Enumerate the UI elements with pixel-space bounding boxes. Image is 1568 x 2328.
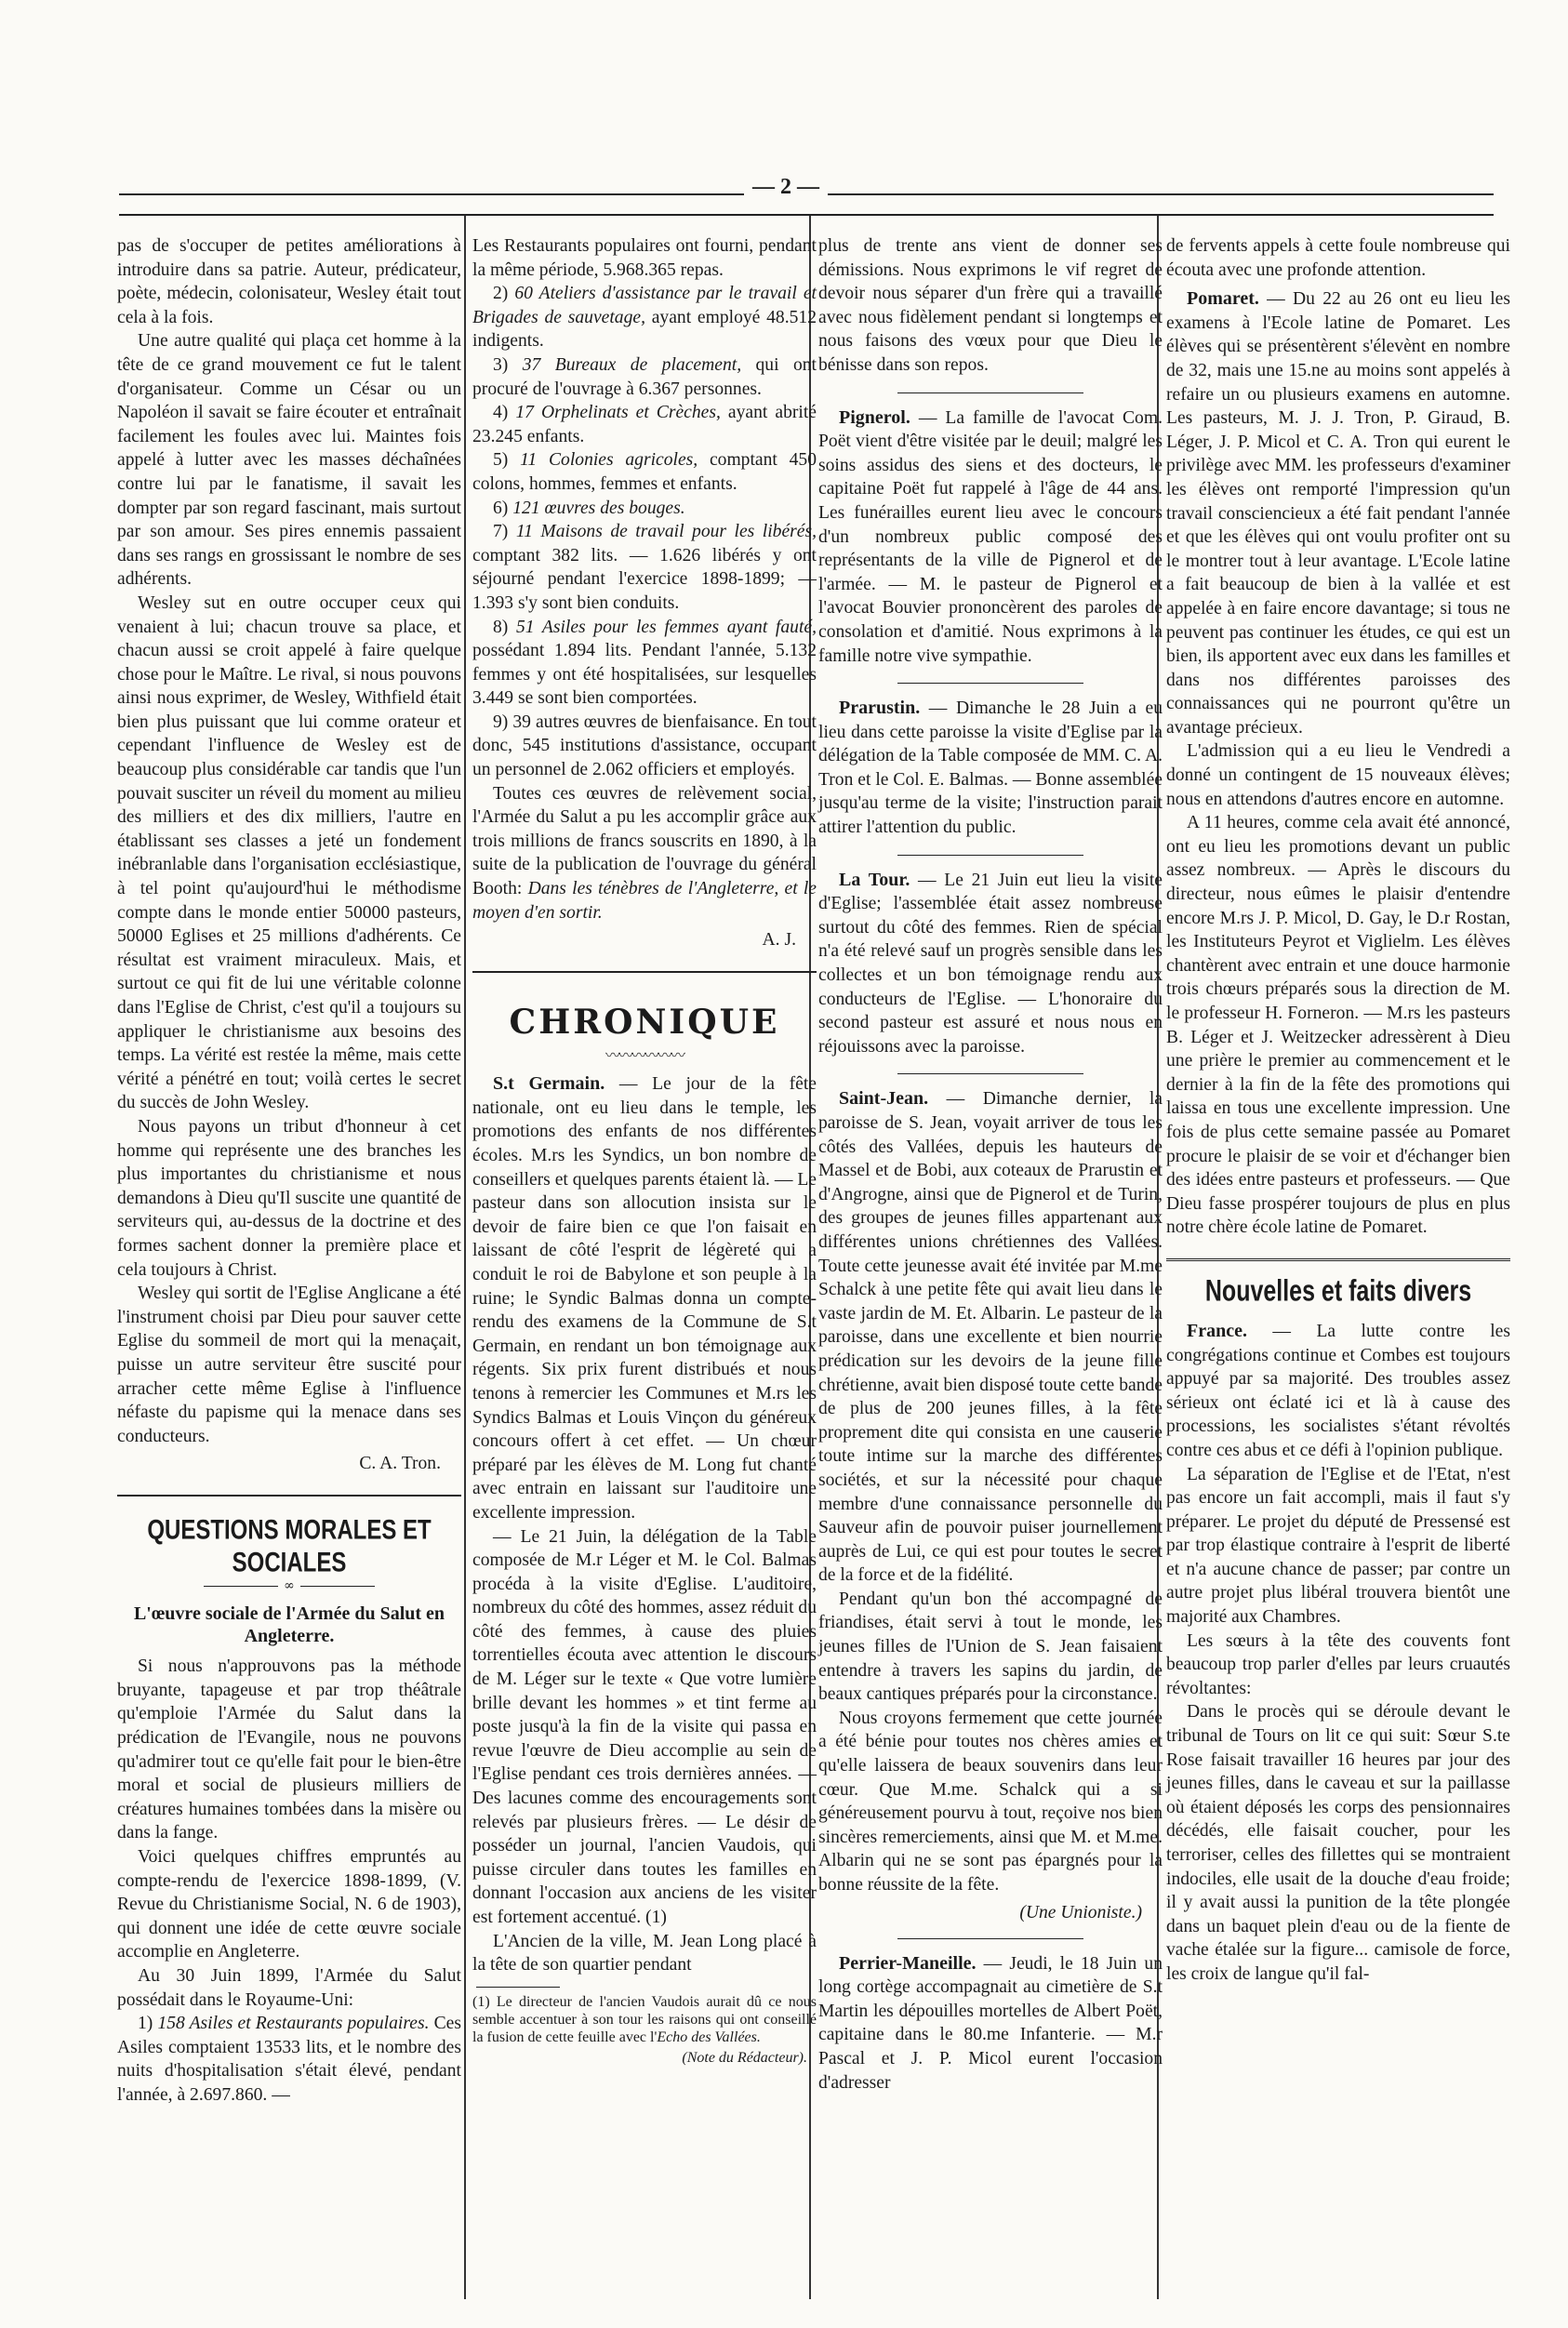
paragraph: Voici quelques chiffres empruntés au compte-rendu de l'exercice 1898-1899, (V. Revue du Christianisme Social, N. 6 de 1903), qui donnent une idée de cette œuvre sociale accomplie en Angleterre. — [117, 1847, 461, 1962]
paragraph: Pendant qu'un bon thé accompagné de friandises, était servi à tout le monde, les jeunes filles de l'Union de S. Jean faisaient entendre à travers les sapins du jardin, de beaux cantiques préparés pour la circonstance. — [818, 1589, 1163, 1705]
paragraph: Toutes ces œuvres de relèvement social, l'Armée du Salut a pu les accomplir grâce aux trois millions de francs souscrits en 1890, à la suite de la publication de l'ouvrage du général Booth: Dans les ténèbres de l'Angleterre, et le moyen d'en sortir. — [472, 783, 817, 923]
paragraph: Au 30 Juin 1899, l'Armée du Salut possédait dans le Royaume-Uni: — [117, 1966, 461, 2010]
paragraph: Une autre qualité qui plaça cet homme à la tête de ce grand mouvement ce fut le talent d'organisateur. Comme un César ou un Napoléon il savait se faire écouter et entraînait facilement les foules avec lui. Maintes fois appelé à lutter avec les masses déchaînées contre lui par le fanatisme, il savait les dompter par son regard fascinant, mais surtout par son amour. Ses pires ennemis passaient dans ses rangs en grossissant le nombre de ses adhérents. — [117, 331, 461, 590]
paragraph: A 11 heures, comme cela avait été annoncé, ont eu lieu les promotions devant un public assez nombreux. — Après le discours du directeur, nous eûmes le plaisir d'entendre encore M.rs J. P. Micol, D. Gay, le D.r Rostan, les Instituteurs Peyrot et Viglielm. Les élèves chantèrent avec entrain et une douce harmonie trois chœurs préparés sous la direction de M. le professeur H. Forneron. — M.rs les pasteurs B. Léger et J. Weitzecker adressèrent à Dieu une prière le premier au commencement et le dernier à la fin de la fête des promotions qui laissa en tous une excellente impression. Une fois de plus cette semaine passée au Pomaret procure le plaisir de se voir et d'échanger bien des idées entre pasteurs et professeurs. — Que Dieu fasse prospérer toujours de plus en plus notre chère école latine de Pomaret. — [1166, 813, 1510, 1238]
header-rule-lower — [119, 214, 1494, 216]
list-item: 9) 39 autres œuvres de bienfaisance. En tout donc, 545 institutions d'assistance, occupant un personnel de 2.062 officiers et employés. — [472, 712, 817, 780]
list-item: 3) 37 Bureaux de placement, qui ont procuré de l'ouvrage à 6.367 personnes. — [472, 354, 817, 399]
list-item: 2) 60 Ateliers d'assistance par le travail et Brigades de sauvetage, ayant employé 48.512 indigents. — [472, 284, 817, 352]
column-1 — [117, 234, 461, 2108]
paragraph: plus de trente ans vient de donner ses démissions. Nous exprimons le vif regret de devoir nous séparer d'un frère qui a travaillé avec nous fidèlement pendant si longtemps et nous faisons des vœux pour que Dieu le bénisse dans son repos. — [818, 236, 1163, 375]
paragraph: Nous croyons fermement que cette journée a été bénie pour toutes nos chères amies et qu'elle laissera de beaux souvenirs dans leur cœur. Que M.me. Schalck qui a si généreusement pourvu à tout, reçoive nos bien sincères remerciements, ainsi que M. et M.me. Albarin qui ne se sont pas épargnés pour la bonne réussite de la fête. — [818, 1708, 1163, 1895]
section-heading-chronique: CHRONIQUE — [509, 1003, 780, 1043]
column-2 — [472, 234, 817, 2067]
article-title: L'œuvre sociale de l'Armée du Salut en Angleterre. — [133, 1603, 445, 1647]
paragraph: L'Ancien de la ville, M. Jean Long placé à la tête de son quartier pendant — [472, 1931, 817, 1975]
paragraph: Saint-Jean. — Dimanche dernier, la paroisse de S. Jean, voyait arriver de tous les côtés des Vallées, depuis les hauteurs de Massel et de Bobi, aux coteaux de Prarustin et d'Angrogne, ainsi que de Pignerol et de Turin, des groupes de jeunes filles appartenant aux différentes unions chrétiennes des Vallées. Toute cette jeunesse avait été invitée par M.me Schalck à une petite fête qui avait lieu dans le vaste jardin de M. Et. Albarin. Le pasteur de la paroisse, dans une excellente et bien nourrie prédication sur les devoirs de la jeune fille chrétienne, avait bien disposé toute cette bande de plus de 200 jeunes filles, à la fête proprement dite qui consista en une causerie toute intime sur la marche des différentes sociétés, et sur la nécessité pour chaque membre d'une connaissance personnelle du Sauveur afin de pouvoir puiser journellement auprès de Lui, ce qui est pour toutes le secret de la force et de la fidélité. — [818, 1088, 1163, 1586]
list-item: 8) 51 Asiles pour les femmes ayant fauté, possédant 1.894 lits. Pendant l'année, 5.132 femmes y ont été hospitalisées, sur lesquelles 3.449 se sont bien comportées. — [472, 617, 817, 709]
paragraph: Nous payons un tribut d'honneur à cet homme qui représente une des branches les plus importantes du christianisme et nous demandons à Dieu qu'Il suscite une quantité de serviteurs qui, au-dessus de la doctrine et des formes sachent donner la première place et cela toujours à Christ. — [117, 1116, 461, 1280]
paragraph: S.t Germain. — Le jour de la fête nationale, ont eu lieu dans le temple, les promotions des enfants de nos différentes écoles. M.rs les Syndics, un bon nombre de conseillers et quelques parents étaient là. — Le pasteur dans son allocution insista sur le devoir de faire bien ce que l'on faisait en laissant de côté l'esprit de légèreté qui a conduit le roi de Babylone et son peuple à la ruine; le Syndic Balmas donna un compte-rendu des examens de la Commune de S.t Germain, en rendant un bon témoignage aux régents. Six prix furent distribués et nous tenons à remercier les Communes et M.rs les Syndics Balmas et Louis Vinçon du généreux concours offert à cet effet. — Un chœur préparé par les élèves de M. Long fut chanté avec entrain en laissant sur l'auditoire une excellente impression. — [472, 1073, 817, 1523]
list-item: 7) 11 Maisons de travail pour les libérés, comptant 382 lits. — 1.626 libérés y ont séjourné pendant l'exercice 1898-1899; — 1.393 s'y sont bien conduits. — [472, 522, 817, 613]
section-heading: QUESTIONS MORALES ET SOCIALES — [147, 1514, 432, 1579]
footnote-signature: (Note du Rédacteur). — [682, 2049, 807, 2066]
paragraph: pas de s'occuper de petites améliorations à introduire dans sa patrie. Auteur, prédicateur, poète, médecin, colonisateur, Wesley était tout cela à la fois. — [117, 236, 461, 327]
column-separator — [464, 216, 466, 2299]
article-rule — [897, 855, 1083, 856]
paragraph: Wesley sut en outre occuper ceux qui venaient à lui; chacun trouve sa place, et chacun aussi se croit appelé à faire quelque chose pour le Maître. Le rival, si nous pouvons ainsi nous exprimer, de Wesley, Withfield était bien plus puissant que lui comme orateur et cependant l'influence de Wesley est de beaucoup plus considérable car tandis que l'un pouvait susciter un réveil du moment au milieu des milliers et des dix milliers, l'autre en établissant ses classes a jeté un fondement inébranlable dans l'organisation ecclésiastique, à tel point qu'aujourd'hui le méthodisme compte dans le monde entier 50000 pasteurs, 50000 Eglises et 25 millions d'adhérents. Ce résultat est vraiment miraculeux. Mais, et surtout ce qui fit de lui une véritable colonne dans l'Eglise de Christ, c'est qu'il a toujours su appliquer le christianisme aux besoins des temps. La vérité est restée la même, mais cette vérité a pénétré en tout; voilà certes le secret du succès de John Wesley. — [117, 592, 461, 1113]
ornament: 〰〰〰〰〰〰 — [605, 1046, 684, 1065]
column-4 — [1166, 234, 1510, 1987]
paragraph: Pomaret. — Du 22 au 26 ont eu lieu les examens à l'Ecole latine de Pomaret. Les élèves qui se présentèrent s'élevènt en nombre de 32, mais une 15.ne au moins sont appelés à refaire un ou plusieurs examens en automne. Les pasteurs, M. J. J. Tron, P. Giraud, B. Léger, J. P. Micol et C. A. Tron qui eurent le privilège avec MM. les professeurs d'examiner les élèves ont remporté l'impression qu'un travail consciencieux a été fait pendant l'année et que les élèves qui ont voulu profiter ont su le montrer tout à leur avantage. L'Ecole latine a fait beaucoup de bien à la vallée et est appelée à en faire encore davantage; si tous ne peuvent pas continuer les études, ce qui est un bien, ils apportent avec eux dans les familles et dans nos différentes paroisses des connaissances qui ne pourront qu'être un avantage précieux. — [1166, 288, 1510, 738]
page-number: — 2 — — [744, 175, 828, 200]
paragraph: Les Restaurants populaires ont fourni, pendant la même période, 5.968.365 repas. — [472, 236, 817, 280]
paragraph: Perrier-Maneille. — Jeudi, le 18 Juin un long cortège accompagnait au cimetière de S.t Martin les dépouilles mortelles de Albert Poët, capitaine dans le 80.me Infanterie. — M.r Pascal et J. P. Micol eurent l'occasion d'adresser — [818, 1952, 1163, 2093]
footnote-rule — [476, 1987, 560, 1988]
footnote: (1) Le directeur de l'ancien Vaudois aurait dû ce nous semble accentuer à son tour les raisons qui ont conseillé la fusion de cette feuille avec l'Echo des Vallées. — [472, 1993, 817, 2045]
section-rule — [1166, 1258, 1510, 1261]
paragraph: Si nous n'approuvons pas la méthode bruyante, tapageuse et par trop théâtrale qu'emploie l'Armée du Salut dans la prédication de l'Evangile, nous ne pouvons qu'admirer tout ce qu'elle fait pour le bien-être moral et social de plusieurs milliers de créatures humaines tombées dans la misère ou dans la fange. — [117, 1656, 461, 1843]
signature: (Une Unioniste.) — [1019, 1902, 1142, 1922]
paragraph: Prarustin. — Dimanche le 28 Juin a eu lieu dans cette paroisse la visite d'Eglise par la délégation de la Table composée de MM. C. A. Tron et le Col. E. Balmas. — Bonne assemblée jusqu'au terme de la visite; l'instruction parait attirer l'attention du public. — [818, 698, 1163, 838]
ornament: ∞ — [117, 1578, 461, 1593]
paragraph: 1) 158 Asiles et Restaurants populaires. Ces Asiles comptaient 13533 lits, et le nombre des nuits d'hospitalisation s'était élevé, pendant l'année, à 2.697.860. — — [117, 2014, 461, 2105]
paragraph: — Le 21 Juin, la délégation de la Table composée de M.r Léger et M. le Col. Balmas procéda à la visite d'Eglise. L'auditoire, nombreux du côté des hommes, assez réduit du côté des femmes, à cause des pluies torrentielles écouta avec attention le discours de M. Léger sur le texte « Que votre lumière brille devant les hommes » et tint ferme au poste jusqu'à la fin de la visite qui passa en revue l'œuvre de Dieu accomplie au sein de l'Eglise pendant ces trois dernières années. — Des lacunes comme des encouragements sont relevés par plusieurs frères. — Le désir de posséder un journal, l'ancien Vaudois, qui puisse circuler dans toutes les familles en donnant l'occasion aux anciens de les visiter est fortement accentué. (1) — [472, 1526, 817, 1927]
section-rule — [472, 971, 817, 973]
article-rule — [897, 1938, 1083, 1939]
paragraph: Wesley qui sortit de l'Eglise Anglicane a été l'instrument choisi par Dieu pour sauver cette Eglise du sommeil de mort qui la menaçait, puisse un autre serviteur être suscité pour arracher cette même Eglise à l'influence néfaste du papisme qui la menace dans ses conducteurs. — [117, 1284, 461, 1446]
column-3 — [818, 234, 1163, 2095]
paragraph: L'admission qui a eu lieu le Vendredi a donné un contingent de 15 nouveaux élèves; nous en attendons d'autres encore en automne. — [1166, 741, 1510, 809]
paragraph: La séparation de l'Eglise et de l'Etat, n'est pas encore un fait accompli, mais il faut s'y préparer. Le projet du député de Pressensé est par trop élastique contraire à l'esprit de liberté et n'a aucune chance de passer; par contre un autre projet plus libéral trouvera bientôt une majorité aux Chambres. — [1166, 1464, 1510, 1628]
list-item: 6) 121 œuvres des bouges. — [493, 498, 685, 518]
section-rule — [117, 1495, 461, 1497]
list-item: 5) 11 Colonies agricoles, comptant 450 colons, hommes, femmes et enfants. — [472, 450, 817, 494]
paragraph: Dans le procès qui se déroule devant le tribunal de Tours on lit ce qui suit: Sœur S.te Rose faisait travailler 16 heures par jour des jeunes filles, dans le caveau et sur la paillasse où étaient déposés les corps des pensionnaires décédés, elle faisait coucher, pour les terroriser, celles des fillettes qui se montraient indociles, elle usait de la douche d'eau froide; il y avait aussi la punition de la tête plongée dans un baquet plein d'eau ou de la fiente de vache étalée sur la figure... camisole de force, les croix de langue qu'il fal- — [1166, 1702, 1510, 1984]
paragraph: de fervents appels à cette foule nombreuse qui écouta avec une profonde attention. — [1166, 236, 1510, 280]
paragraph: Les sœurs à la tête des couvents font beaucoup trop parler d'elles par leurs cruautés révoltantes: — [1166, 1630, 1510, 1698]
article-rule — [897, 683, 1083, 684]
article-rule — [897, 1073, 1083, 1074]
list-item: 4) 17 Orphelinats et Crèches, ayant abrité 23.245 enfants. — [472, 403, 817, 446]
paragraph: La Tour. — Le 21 Juin eut lieu la visite d'Eglise; l'assemblée était assez nombreuse surtout du côté des femmes. Rien de spécial n'a été relevé sauf un progrès sensible dans les collectes et un bon témoignage rendu aux conducteurs de l'Eglise. — L'honoraire du second pasteur est assuré et nous nous en réjouissons avec la paroisse. — [818, 869, 1163, 1057]
section-heading: Nouvelles et faits divers — [1204, 1273, 1472, 1308]
signature: A. J. — [762, 930, 796, 951]
paragraph: Pignerol. — La famille de l'avocat Com. Poët vient d'être visitée par le deuil; malgré les soins assidus des siens et des docteurs, le capitaine Poët fut rappelé à l'âge de 44 ans. Les funérailles eurent lieu avec le concours d'un nombreux public composé des représentants de la ville de Pignerol et de l'armée. — M. le pasteur de Pignerol et l'avocat Bouvier prononcèrent des paroles de consolation et d'amitié. Nous exprimons à la famille notre vive sympathie. — [818, 406, 1163, 666]
article-rule — [897, 392, 1083, 393]
signature: C. A. Tron. — [359, 1454, 441, 1474]
paragraph: France. — La lutte contre les congrégations continue et Combes est toujours appuyé par sa majorité. Des troubles assez sérieux ont éclaté ici et là à cause des processions, les socialistes s'étant révoltés contre ces abus et ce défi à l'opinion publique. — [1166, 1320, 1510, 1460]
